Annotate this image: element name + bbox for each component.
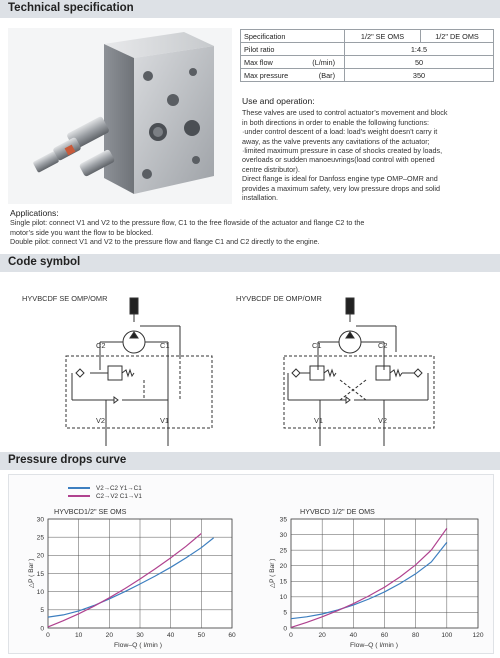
y-tick-label: 15 xyxy=(279,578,287,586)
use-line: in both directions in order to enable the following functions: xyxy=(242,117,429,127)
y-tick-label: 10 xyxy=(36,588,44,596)
use-operation-heading: Use and operation: xyxy=(242,96,315,106)
spec-label: Max pressure xyxy=(244,70,289,80)
use-line: ·limited maximum pressure in case of shocks created by loads, xyxy=(242,146,443,156)
use-line: centre distributor). xyxy=(242,164,300,174)
port-label: C2 xyxy=(378,341,388,350)
use-line: provides a maximum safety, very low pressure drops and solid xyxy=(242,183,441,193)
applications-line: Single pilot: connect V1 and V2 to the pressure flow, C1 to the free flowside of the actuator and flange C2 to the xyxy=(10,218,365,228)
x-tick-label: 40 xyxy=(349,632,358,639)
spec-unit: (Bar) xyxy=(318,70,335,80)
x-tick-label: 20 xyxy=(318,632,326,639)
y-tick-label: 5 xyxy=(283,609,287,617)
legend-label: C2→V2 C1→V1 xyxy=(96,492,142,500)
port-label: C2 xyxy=(96,341,106,350)
chart-y-label: △P ( Bar ) xyxy=(28,558,35,588)
y-tick-label: 20 xyxy=(36,552,44,560)
y-tick-label: 15 xyxy=(36,570,44,578)
x-tick-label: 60 xyxy=(228,632,236,639)
use-line: installation. xyxy=(242,193,278,203)
spec-label: Pilot ratio xyxy=(244,44,275,54)
applications-line: Double pilot: connect V1 and V2 to the pressure flow and flange C1 and C2 directly to the engine. xyxy=(10,237,320,247)
port-label: V1 xyxy=(314,416,324,425)
symbol-title: HYVBCDF DE OMP/OMR xyxy=(236,294,322,303)
spec-value: 50 xyxy=(345,56,494,69)
spec-value: 350 xyxy=(345,69,494,82)
use-line: These valves are used to control actuator’s movement and block xyxy=(242,108,448,118)
port-label: V1 xyxy=(160,416,170,425)
y-tick-label: 30 xyxy=(279,531,287,539)
use-line: away, as the valve prevents any cavitations of the actuator; xyxy=(242,136,430,146)
use-line: overloads or sudden manoeuvrings(load control with opened xyxy=(242,155,435,165)
applications-line: motor’s side you want the flow to be blocked. xyxy=(10,227,154,237)
y-tick-label: 35 xyxy=(279,516,287,524)
legend-label: V2→C2 Y1→C1 xyxy=(96,484,142,492)
y-tick-label: 20 xyxy=(279,563,287,571)
y-tick-label: 0 xyxy=(283,625,287,633)
x-tick-label: 10 xyxy=(74,632,83,639)
spec-value: 1:4.5 xyxy=(345,43,494,56)
chart-title: HYVBCD1/2" SE OMS xyxy=(54,507,127,516)
section-title: Pressure drops curve xyxy=(8,454,127,466)
spec-header-cell: 1/2" SE OMS xyxy=(345,30,421,43)
x-tick-label: 120 xyxy=(472,632,484,639)
y-tick-label: 25 xyxy=(36,534,44,542)
symbol-title: HYVBCDF SE OMP/OMR xyxy=(22,294,108,303)
spec-header-cell: Specification xyxy=(241,30,345,43)
x-tick-label: 30 xyxy=(136,632,144,639)
spec-label: Max flow xyxy=(244,57,273,67)
x-tick-label: 0 xyxy=(46,632,50,639)
y-tick-label: 25 xyxy=(279,547,287,555)
y-tick-label: 5 xyxy=(40,607,44,615)
chart-y-label: △P ( Bar ) xyxy=(269,558,276,588)
applications-heading: Applications: xyxy=(10,208,59,218)
chart-title: HYVBCD 1/2" DE OMS xyxy=(300,507,375,516)
x-tick-label: 80 xyxy=(411,632,420,639)
y-tick-label: 0 xyxy=(40,625,44,633)
port-label: V2 xyxy=(96,416,106,425)
spec-unit: (L/min) xyxy=(312,57,335,67)
chart-x-label: Flow–Q ( l/min ) xyxy=(114,642,162,649)
use-line: Direct flange is ideal for Danfoss engine type OMP–OMR and xyxy=(242,174,438,184)
y-tick-label: 10 xyxy=(279,594,287,602)
section-title: Code symbol xyxy=(8,256,81,268)
y-tick-label: 30 xyxy=(36,516,44,524)
section-title: Technical specification xyxy=(8,2,134,14)
use-line: ·under control descent of a load: load’s weight doesn’t carry it xyxy=(242,127,438,137)
x-tick-label: 20 xyxy=(105,632,114,639)
x-tick-label: 0 xyxy=(289,632,293,639)
spec-header-cell: 1/2" DE OMS xyxy=(421,30,494,43)
x-tick-label: 60 xyxy=(380,632,389,639)
chart-x-label: Flow–Q ( l/min ) xyxy=(350,642,398,649)
x-tick-label: 100 xyxy=(441,632,453,639)
x-tick-label: 50 xyxy=(197,632,206,639)
x-tick-label: 40 xyxy=(166,632,175,639)
port-label: C1 xyxy=(312,341,322,350)
port-label: C1 xyxy=(160,341,170,350)
port-label: V2 xyxy=(378,416,388,425)
